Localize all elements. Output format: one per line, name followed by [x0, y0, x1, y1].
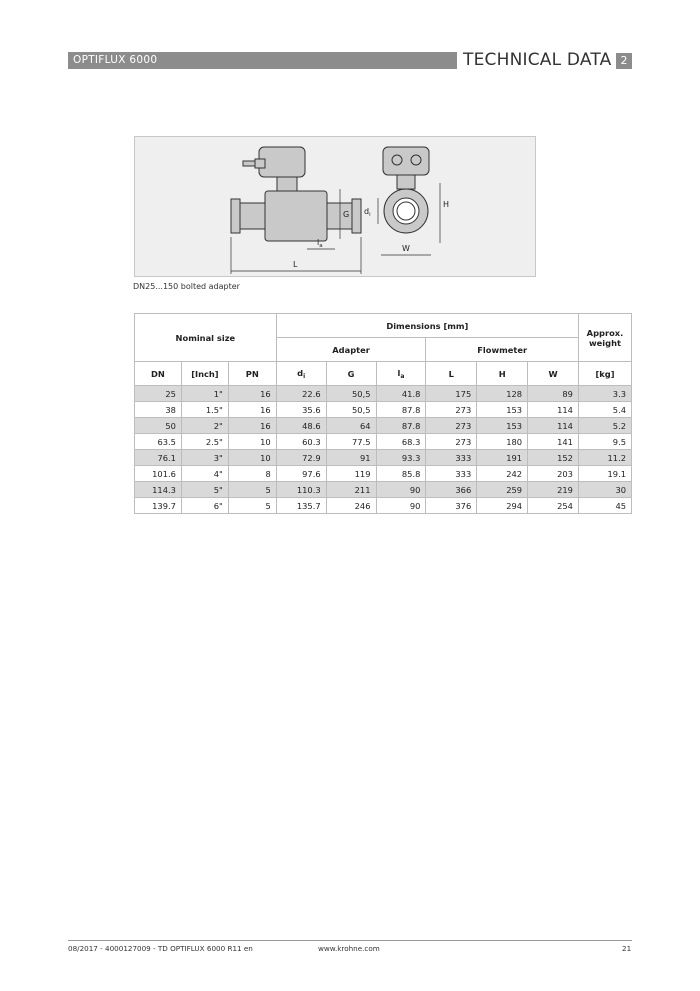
- label-h: H: [443, 200, 450, 209]
- col-dn: DN: [135, 362, 182, 386]
- col-w: W: [528, 362, 579, 386]
- header-nominal-size: Nominal size: [135, 314, 277, 362]
- header-adapter: Adapter: [276, 338, 426, 362]
- dimension-drawing: [134, 136, 536, 277]
- right-flange: [352, 199, 361, 233]
- figure-caption: DN25...150 bolted adapter: [133, 282, 240, 291]
- flowmeter-drawing: [135, 137, 535, 276]
- section-number: 2: [616, 53, 632, 69]
- front-bore-inner: [397, 202, 415, 220]
- footer-rule: [68, 940, 632, 941]
- col-la: $l_a$: [376, 362, 426, 386]
- col-h: H: [477, 362, 528, 386]
- converter-housing: [259, 147, 305, 177]
- document-reference: 08/2017 - 4000127009 - TD OPTIFLUX 6000 R11 en: [68, 944, 253, 953]
- section-title: TECHNICAL DATA: [463, 50, 612, 70]
- page-number: 21: [622, 944, 632, 953]
- label-l: L: [293, 260, 298, 269]
- left-flange: [231, 199, 240, 233]
- dimensions-table: [134, 313, 632, 514]
- housing-neck: [277, 177, 297, 191]
- table-row: 38 1.5" 16 35.6 50,5 87.8 273 153 114 5.4: [135, 402, 632, 418]
- label-w: W: [402, 244, 410, 253]
- cable-gland-nut: [243, 161, 255, 166]
- table-row: 50 2" 16 48.6 64 87.8 273 153 114 5.2: [135, 418, 632, 434]
- website-link[interactable]: www.krohne.com: [318, 944, 380, 953]
- col-g: G: [326, 362, 376, 386]
- col-kg: [kg]: [578, 362, 631, 386]
- header-approx-weight: Approx. weight: [578, 314, 631, 362]
- label-la: $l_a$: [317, 238, 323, 249]
- front-gland-left: [392, 155, 402, 165]
- table-row: 25 1" 16 22.6 50,5 41.8 175 128 89 3.3: [135, 386, 632, 402]
- left-adapter: [239, 203, 265, 229]
- table-row: 114.3 5" 5 110.3 211 90 366 259 219 30: [135, 482, 632, 498]
- cable-gland: [255, 159, 265, 168]
- front-neck: [397, 175, 415, 189]
- table-row: 76.1 3" 10 72.9 91 93.3 333 191 152 11.2: [135, 450, 632, 466]
- col-inch: [Inch]: [181, 362, 228, 386]
- front-housing: [383, 147, 429, 175]
- table-row: 139.7 6" 5 135.7 246 90 376 294 254 45: [135, 498, 632, 514]
- table-row: 101.6 4" 8 97.6 119 85.8 333 242 203 19.1: [135, 466, 632, 482]
- header-dimensions: Dimensions [mm]: [276, 314, 578, 338]
- col-pn: PN: [228, 362, 276, 386]
- sensor-body: [265, 191, 327, 241]
- col-l: L: [426, 362, 477, 386]
- table-row: 63.5 2.5" 10 60.3 77.5 68.3 273 180 141 9.5: [135, 434, 632, 450]
- col-di: $d_i$: [276, 362, 326, 386]
- label-di: $d_i$: [364, 207, 371, 218]
- product-name: OPTIFLUX 6000: [73, 54, 158, 66]
- front-gland-right: [411, 155, 421, 165]
- label-g: G: [343, 210, 350, 219]
- header-flowmeter: Flowmeter: [426, 338, 579, 362]
